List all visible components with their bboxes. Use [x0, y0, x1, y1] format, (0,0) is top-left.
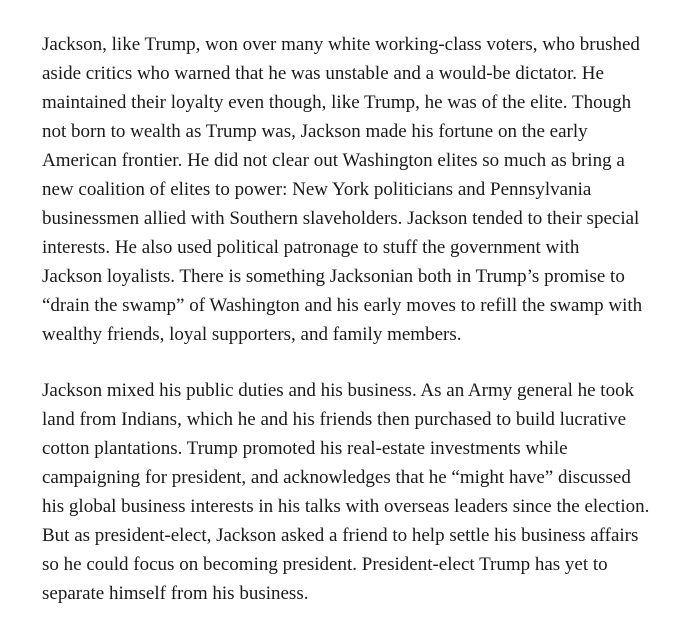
text-line: Jackson mixed his public duties and his business. As an Army general he took: [42, 380, 635, 401]
article-body: [42, 30, 662, 608]
text-line: campaigning for president, and acknowledges that he “might have” discussed: [42, 467, 631, 488]
text-line: But as president-elect, Jackson asked a friend to help settle his business affairs: [42, 525, 639, 546]
text-line: land from Indians, which he and his friends then purchased to build lucrative: [42, 409, 627, 430]
text-line: “drain the swamp” of Washington and his early moves to refill the swamp with: [42, 295, 643, 316]
text-line: Jackson, like Trump, won over many white working-class voters, who brushed: [42, 34, 640, 55]
text-line: Jackson loyalists. There is something Jacksonian both in Trump’s promise to: [42, 266, 625, 287]
text-line: aside critics who warned that he was unstable and a would-be dictator. He: [42, 63, 604, 84]
paragraph-2: [42, 376, 662, 608]
text-line: separate himself from his business.: [42, 583, 309, 604]
text-line: not born to wealth as Trump was, Jackson made his fortune on the early: [42, 121, 588, 142]
text-line: interests. He also used political patronage to stuff the government with: [42, 237, 580, 258]
text-line: American frontier. He did not clear out Washington elites so much as bring a: [42, 150, 625, 171]
text-line: businessmen allied with Southern slaveholders. Jackson tended to their special: [42, 208, 640, 229]
text-line: new coalition of elites to power: New York politicians and Pennsylvania: [42, 179, 592, 200]
text-line: cotton plantations. Trump promoted his real-estate investments while: [42, 438, 568, 459]
text-line: so he could focus on becoming president. President-elect Trump has yet to: [42, 554, 608, 575]
text-line: his global business interests in his talks with overseas leaders since the election.: [42, 496, 650, 517]
paragraph-1: [42, 30, 662, 349]
text-line: maintained their loyalty even though, like Trump, he was of the elite. Though: [42, 92, 632, 113]
text-line: wealthy friends, loyal supporters, and family members.: [42, 324, 462, 345]
